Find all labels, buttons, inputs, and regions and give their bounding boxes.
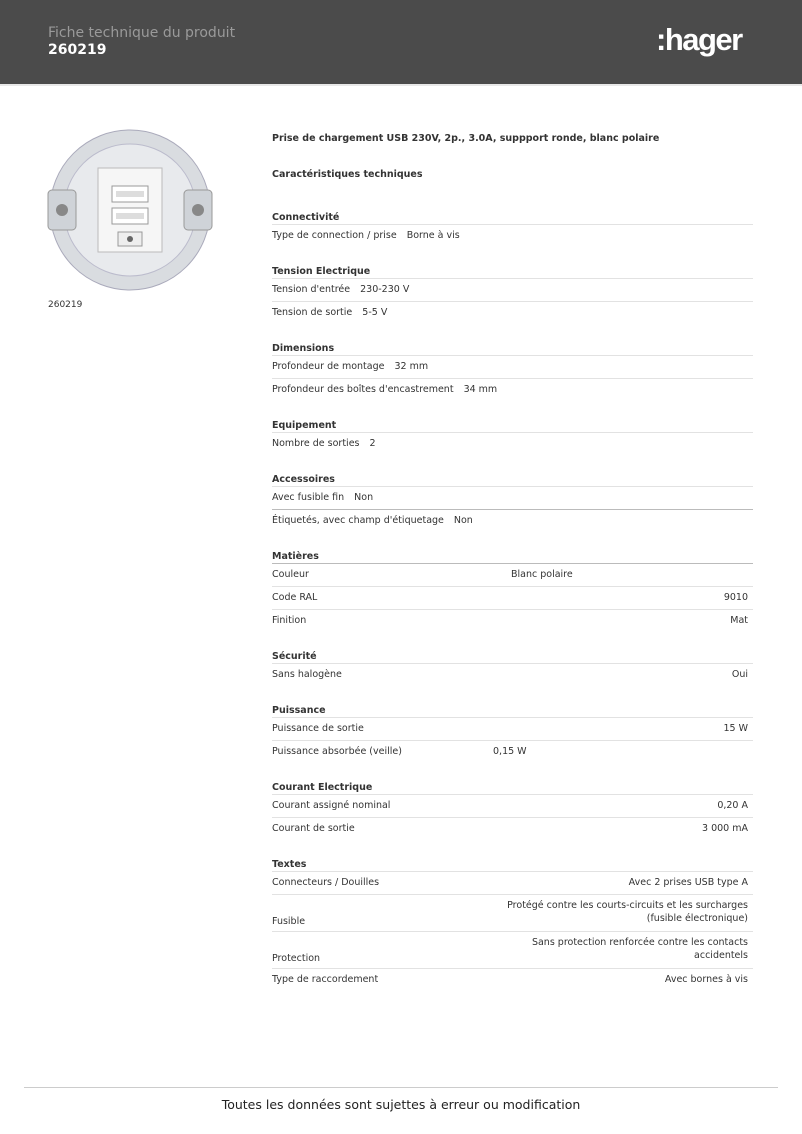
spec-row bbox=[272, 871, 753, 894]
spec-label: Courant de sortie bbox=[272, 823, 355, 834]
spec-label: Type de raccordement bbox=[272, 974, 379, 985]
spec-row bbox=[272, 301, 753, 324]
group-heading: Matières bbox=[272, 551, 319, 562]
spec-value: Avec bornes à vis bbox=[664, 974, 748, 985]
section-title: Caractéristiques techniques bbox=[272, 169, 423, 180]
product-title: Prise de chargement USB 230V, 2p., 3.0A, suppport ronde, blanc polaire bbox=[272, 133, 660, 144]
hager-logo: :hager bbox=[656, 22, 742, 57]
group-heading: Tension Electrique bbox=[272, 266, 371, 277]
spec-label: Type de connection / prise bbox=[272, 230, 397, 241]
spec-row bbox=[272, 355, 753, 378]
spec-value: Avec 2 prises USB type A bbox=[628, 877, 748, 888]
spec-row bbox=[272, 817, 753, 840]
spec-row bbox=[272, 563, 753, 586]
spec-row bbox=[272, 609, 753, 632]
header-product-code: 260219 bbox=[48, 42, 107, 58]
group-heading: Courant Electrique bbox=[272, 782, 373, 793]
spec-value: 5-5 V bbox=[362, 307, 388, 318]
spec-row bbox=[272, 663, 753, 686]
spec-row bbox=[272, 894, 753, 931]
page-header bbox=[0, 0, 802, 84]
spec-label: Courant assigné nominal bbox=[272, 800, 391, 811]
spec-value: Non bbox=[354, 492, 374, 503]
spec-row bbox=[272, 224, 753, 247]
spec-label: Code RAL bbox=[272, 592, 318, 603]
group-heading: Sécurité bbox=[272, 651, 317, 662]
spec-label: Sans halogène bbox=[272, 669, 342, 680]
spec-row bbox=[272, 794, 753, 817]
spec-label: Profondeur des boîtes d'encastrement bbox=[272, 384, 454, 395]
spec-label: Puissance absorbée (veille) bbox=[272, 746, 402, 757]
spec-label: Couleur bbox=[272, 569, 309, 580]
spec-value: 2 bbox=[369, 438, 376, 449]
spec-row bbox=[272, 717, 753, 740]
spec-label: Nombre de sorties bbox=[272, 438, 360, 449]
divider bbox=[0, 84, 802, 86]
spec-value: Borne à vis bbox=[406, 230, 460, 241]
spec-value: 0,20 A bbox=[717, 800, 748, 811]
spec-label: Connecteurs / Douilles bbox=[272, 877, 380, 888]
spec-label: Fusible bbox=[272, 916, 306, 927]
spec-value: 3 000 mA bbox=[702, 823, 748, 834]
group-heading: Equipement bbox=[272, 420, 337, 431]
spec-label: Profondeur de montage bbox=[272, 361, 385, 372]
group-heading: Dimensions bbox=[272, 343, 335, 354]
product-image bbox=[46, 128, 214, 293]
spec-value: 230-230 V bbox=[360, 284, 410, 295]
disclaimer: Toutes les données sont sujettes à erreur ou modification bbox=[221, 1097, 581, 1112]
group-heading: Textes bbox=[272, 859, 307, 870]
spec-label: Étiquetés, avec champ d'étiquetage bbox=[272, 515, 444, 526]
spec-label: Avec fusible fin bbox=[272, 492, 345, 503]
spec-label: Tension de sortie bbox=[272, 307, 353, 318]
spec-value: 0,15 W bbox=[493, 746, 527, 757]
spec-label: Tension d'entrée bbox=[272, 284, 351, 295]
spec-value: Mat bbox=[730, 615, 748, 626]
spec-row bbox=[272, 378, 753, 401]
spec-value: Blanc polaire bbox=[511, 569, 573, 580]
spec-row bbox=[272, 586, 753, 609]
spec-label: Protection bbox=[272, 953, 321, 964]
spec-row bbox=[272, 968, 753, 991]
spec-value: Sans protection renforcée contre les contacts bbox=[531, 937, 748, 948]
spec-row bbox=[272, 931, 753, 968]
spec-value: 32 mm bbox=[394, 361, 429, 372]
spec-row bbox=[272, 740, 753, 763]
spec-table bbox=[272, 193, 753, 991]
spec-value: 15 W bbox=[723, 723, 748, 734]
spec-value-continued: accidentels bbox=[694, 950, 748, 961]
group-heading: Puissance bbox=[272, 705, 326, 716]
group-heading: Accessoires bbox=[272, 474, 335, 485]
group-heading: Connectivité bbox=[272, 212, 340, 223]
footer bbox=[24, 1087, 778, 1112]
image-caption: 260219 bbox=[48, 300, 83, 310]
spec-row bbox=[272, 278, 753, 301]
spec-value-continued: (fusible électronique) bbox=[646, 913, 748, 924]
spec-row bbox=[272, 486, 753, 509]
spec-value: Protégé contre les courts-circuits et les surcharges bbox=[507, 900, 748, 911]
spec-value: 9010 bbox=[723, 592, 748, 603]
spec-value: 34 mm bbox=[463, 384, 498, 395]
spec-value: Oui bbox=[731, 669, 748, 680]
spec-row bbox=[272, 509, 753, 532]
spec-label: Finition bbox=[272, 615, 307, 626]
header-subtitle: Fiche technique du produit bbox=[48, 25, 236, 41]
spec-value: Non bbox=[453, 515, 473, 526]
spec-label: Puissance de sortie bbox=[272, 723, 364, 734]
spec-row bbox=[272, 432, 753, 455]
